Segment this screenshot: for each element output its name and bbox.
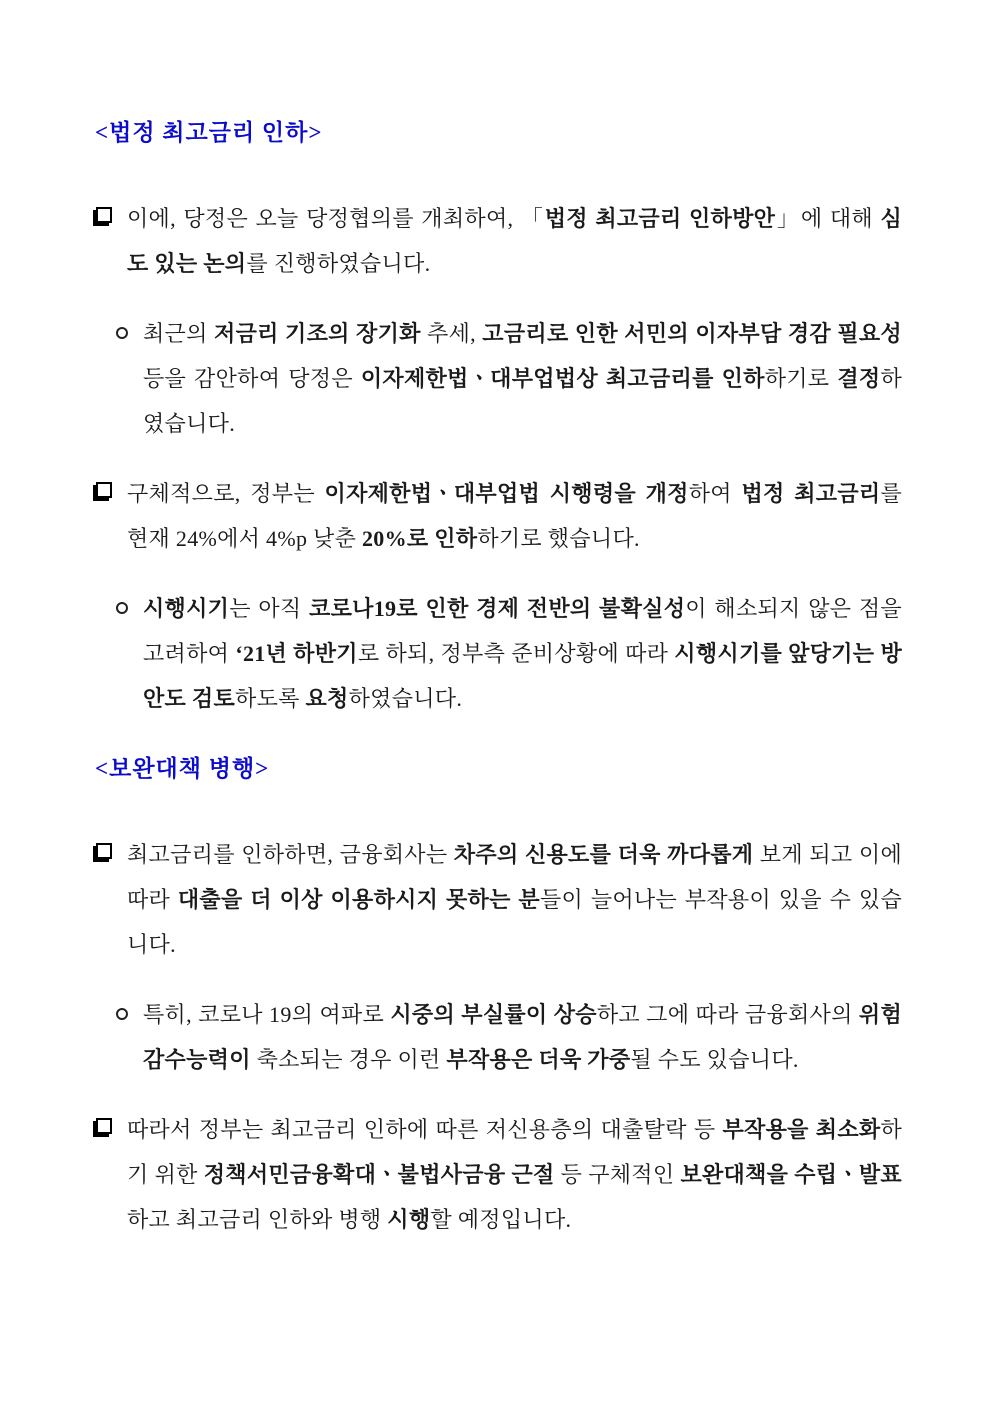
text-segment: 하였습니다.	[348, 686, 463, 711]
text-segment: 」에 대해	[775, 206, 881, 231]
section-heading: <법정 최고금리 인하>	[95, 120, 323, 145]
text-segment: 구체적으로, 정부는	[127, 481, 325, 506]
paragraph	[95, 1107, 902, 1242]
paragraph	[95, 471, 902, 561]
text-segment: 저금리 기조의 장기화	[214, 321, 421, 346]
text-segment: 할 예정입니다.	[430, 1207, 572, 1232]
text-segment: 이자제한법ㆍ대부업법상 최고금리를 인하	[360, 366, 765, 391]
text-segment: 보완대책을 수립ㆍ발표	[680, 1162, 902, 1187]
paragraph	[112, 311, 902, 446]
text-segment: 이 해소되지 않은 점을 고려하여	[143, 596, 902, 666]
text-segment: 들이 늘어나는 부작용이 있을 수 있습니다.	[127, 887, 903, 957]
text-segment: 를 현재 24%에서 4%p 낮춘	[127, 481, 902, 551]
text-segment: 등을 감안하여 당정은	[143, 366, 361, 391]
text-segment: 부작용을 최소화	[722, 1117, 881, 1142]
square-bullet-icon	[96, 207, 112, 223]
text-segment: 축소되는 경우 이런	[250, 1047, 447, 1072]
text-segment: 추세,	[420, 321, 483, 346]
text-segment: 시행시기를 앞당기는 방안도 검토	[143, 641, 903, 711]
text-segment: 위험감수능력이	[143, 1002, 902, 1072]
text-segment: 하였습니다.	[143, 366, 902, 436]
text-segment: 차주의 신용도를 더욱 까다롭게	[453, 842, 754, 867]
text-segment: 특히, 코로나 19의 여파로	[143, 1002, 391, 1027]
text-segment: 를 진행하였습니다.	[246, 251, 431, 276]
text-segment: 등 구체적인	[554, 1162, 681, 1187]
circle-bullet-icon	[116, 327, 128, 339]
text-segment: 이에, 당정은 오늘 당정협의를 개최하여, 「	[127, 206, 545, 231]
text-segment: 심도 있는 논의	[127, 206, 903, 276]
text-segment: 결정	[837, 366, 881, 391]
text-segment: 법정 최고금리	[741, 481, 881, 506]
text-segment: 하고 그에 따라 금융회사의	[596, 1002, 859, 1027]
text-segment: 는 아직	[229, 596, 310, 621]
document-body	[95, 118, 902, 1242]
circle-bullet-icon	[116, 602, 128, 614]
text-segment: 시행	[387, 1207, 431, 1232]
text-segment: 요청	[305, 686, 349, 711]
text-segment: 부작용은 더욱 가중	[446, 1047, 631, 1072]
paragraph	[95, 832, 902, 967]
text-segment: 최근의	[143, 321, 215, 346]
paragraph	[95, 196, 902, 286]
text-segment: 보게 되고 이에 따라	[127, 842, 902, 912]
text-segment: 정책서민금융확대ㆍ불법사금융 근절	[203, 1162, 555, 1187]
paragraph	[112, 992, 902, 1082]
text-segment: 하기로	[764, 366, 838, 391]
text-segment: 고금리로 인한 서민의 이자부담 경감 필요성	[482, 321, 902, 346]
square-bullet-icon	[96, 482, 112, 498]
text-segment: 최고금리를 인하하면, 금융회사는	[127, 842, 454, 867]
text-segment: ‘21년 하반기	[235, 641, 358, 666]
square-bullet-icon	[96, 843, 112, 859]
text-segment: 하기 위한	[127, 1117, 902, 1187]
section-heading: <보완대책 병행>	[95, 756, 270, 781]
text-segment: 대출을 더 이상 이용하시지 못하는 분	[177, 887, 540, 912]
text-segment: 따라서 정부는 최고금리 인하에 따른 저신용층의 대출탈락 등	[127, 1117, 723, 1142]
paragraph	[112, 586, 902, 721]
circle-bullet-icon	[116, 1008, 128, 1020]
text-segment: 이자제한법ㆍ대부업법 시행령을 개정	[324, 481, 689, 506]
text-segment: 로 하되, 정부측 준비상황에 따라	[357, 641, 675, 666]
text-segment: 법정 최고금리 인하방안	[544, 206, 776, 231]
square-bullet-icon	[96, 1118, 112, 1134]
text-segment: 될 수도 있습니다.	[630, 1047, 799, 1072]
text-segment: 하기로 했습니다.	[477, 526, 640, 551]
text-segment: 코로나19로 인한 경제 전반의 불확실성	[309, 596, 686, 621]
text-segment: 시행시기	[143, 596, 230, 621]
text-segment: 하도록	[235, 686, 306, 711]
text-segment: 하고 최고금리 인하와 병행	[127, 1207, 388, 1232]
text-segment: 시중의 부실률이 상승	[390, 1002, 597, 1027]
text-segment: 하여	[688, 481, 742, 506]
text-segment: 20%로 인하	[361, 526, 478, 551]
